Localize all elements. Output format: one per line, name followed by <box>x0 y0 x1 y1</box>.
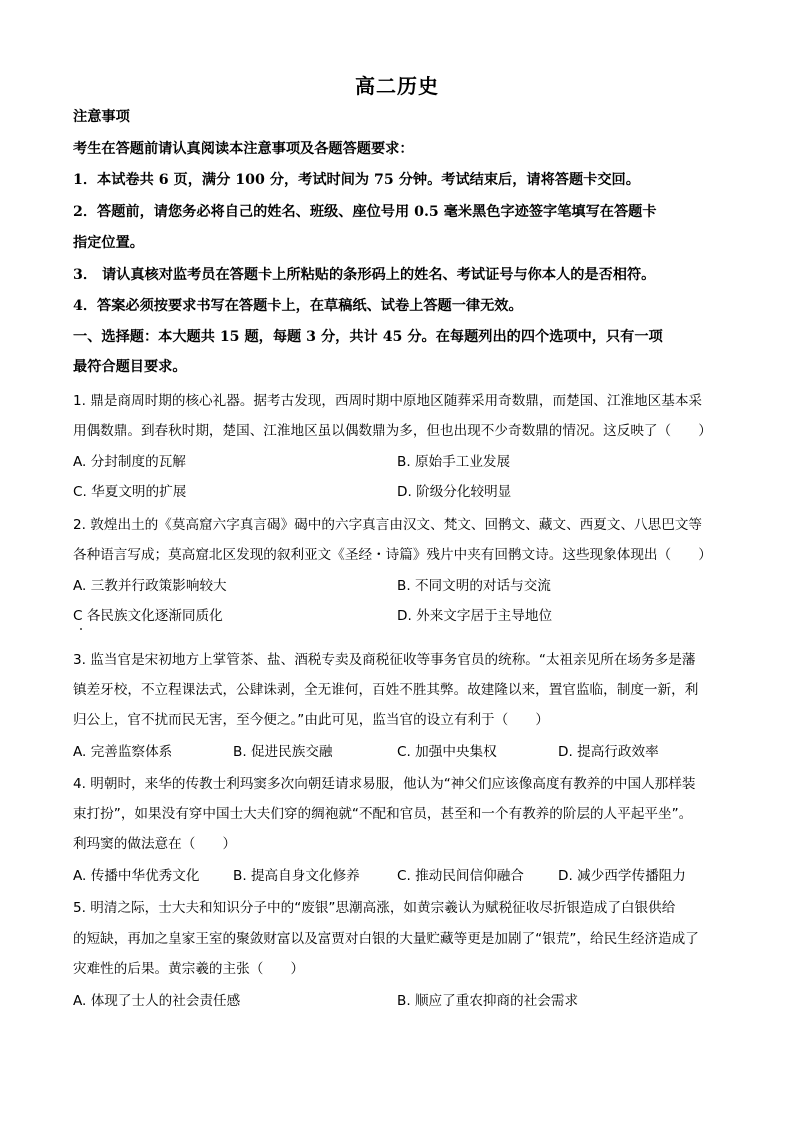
question-2-option-c: C 各民族文化逐渐同质化 <box>73 608 223 624</box>
question-5-line: 的短缺，再加之皇家王室的聚敛财富以及富贾对白银的大量贮藏等更是加剧了“银荒”，给民生经济造成了 <box>73 931 699 947</box>
question-5-option-b: B. 顺应了重农抑商的社会需求 <box>397 993 579 1009</box>
question-1-option-d: D. 阶级分化较明显 <box>397 484 512 500</box>
question-5-line: 灾难性的后果。黄宗羲的主张（ ） <box>73 961 305 977</box>
question-1-option-c: C. 华夏文明的扩展 <box>73 484 187 500</box>
notice-item-2: 2．答题前，请您务必将自己的姓名、班级、座位号用 0.5 毫米黑色字迹签字笔填写在答题卡 <box>73 204 657 220</box>
question-3-option-d: D. 提高行政效率 <box>558 744 659 760</box>
question-1-line: 1. 鼎是商周时期的核心礼器。据考古发现，西周时期中原地区随葬采用奇数鼎，而楚国、江淮地区基本采 <box>73 393 703 409</box>
question-3-option-a: A. 完善监察体系 <box>73 744 173 760</box>
notice-item-1: 1．本试卷共 6 页，满分 100 分，考试时间为 75 分钟。考试结束后，请将答题卡交回。 <box>73 172 640 188</box>
question-4-line: 束打扮”，如果没有穿中国士大夫们穿的绸袍就“不配和官员，甚至和一个有教养的阶层的人平起平坐”。 <box>73 806 693 822</box>
question-1-option-b: B. 原始手工业发展 <box>397 454 511 470</box>
question-4-line: 利玛窦的做法意在（ ） <box>73 836 237 852</box>
question-3-line: 3. 监当官是宋初地方上掌管茶、盐、酒税专卖及商税征收等事务官员的统称。“太祖亲见所在场务多是藩 <box>73 652 696 668</box>
question-1-option-a: A. 分封制度的瓦解 <box>73 454 186 470</box>
question-4-option-c: C. 推动民间信仰融合 <box>397 868 524 884</box>
question-2-line: 2. 敦煌出土的《莫高窟六字真言碣》碣中的六字真言由汉文、梵文、回鹘文、藏文、西夏文、八思巴文等 <box>73 517 703 533</box>
question-3-option-c: C. 加强中央集权 <box>397 744 497 760</box>
question-3-option-b: B. 促进民族交融 <box>233 744 333 760</box>
question-4-option-d: D. 减少西学传播阻力 <box>558 868 686 884</box>
question-2-line: 各种语言写成；莫高窟北区发现的叙利亚文《圣经・诗篇》残片中夹有回鹘文诗。这些现象体现出（ ） <box>73 547 712 563</box>
question-2-option-a: A. 三教并行政策影响较大 <box>73 578 227 594</box>
question-4-line: 4. 明朝时，来华的传教士利玛窦多次向朝廷请求易服，他认为“神父们应该像高度有教养的中国人那样装 <box>73 776 696 792</box>
notice-item-3: 3． 请认真核对监考员在答题卡上所粘贴的条形码上的姓名、考试证号与你本人的是否相符。 <box>73 267 656 283</box>
section-heading-cont: 最符合题目要求。 <box>73 359 187 375</box>
question-5-line: 5. 明清之际，士大夫和知识分子中的“废银”思潮高涨，如黄宗羲认为赋税征收尽折银造成了白银供给 <box>73 900 676 916</box>
question-4-option-a: A. 传播中华优秀文化 <box>73 868 200 884</box>
question-3-line: 镇差牙校，不立程课法式，公肆诛剥，全无谁何，百姓不胜其弊。故建隆以来，置官监临，制度一新，利 <box>73 682 699 698</box>
question-4-option-b: B. 提高自身文化修养 <box>233 868 360 884</box>
question-1-line: 用偶数鼎。到春秋时期，楚国、江淮地区虽以偶数鼎为多，但也出现不少奇数鼎的情况。这反映了（ ） <box>73 423 712 439</box>
question-2-option-d: D. 外来文字居于主导地位 <box>397 608 553 624</box>
scan-dot <box>80 628 82 630</box>
notice-heading: 注意事项 <box>73 109 130 125</box>
notice-item-4: 4．答案必须按要求书写在答题卡上，在草稿纸、试卷上答题一律无效。 <box>73 298 523 314</box>
question-2-option-b: B. 不同文明的对话与交流 <box>397 578 551 594</box>
section-heading: 一、选择题：本大题共 15 题，每题 3 分，共计 45 分。在每题列出的四个选项中，只有一项 <box>73 329 663 345</box>
question-3-line: 归公上，官不扰而民无害，至今便之。”由此可见，监当官的设立有利于（ ） <box>73 712 550 728</box>
page-title: 高二历史 <box>355 74 439 98</box>
question-5-option-a: A. 体现了士人的社会责任感 <box>73 993 241 1009</box>
notice-item-2-cont: 指定位置。 <box>73 235 144 251</box>
notice-intro: 考生在答题前请认真阅读本注意事项及各题答题要求： <box>73 141 414 157</box>
